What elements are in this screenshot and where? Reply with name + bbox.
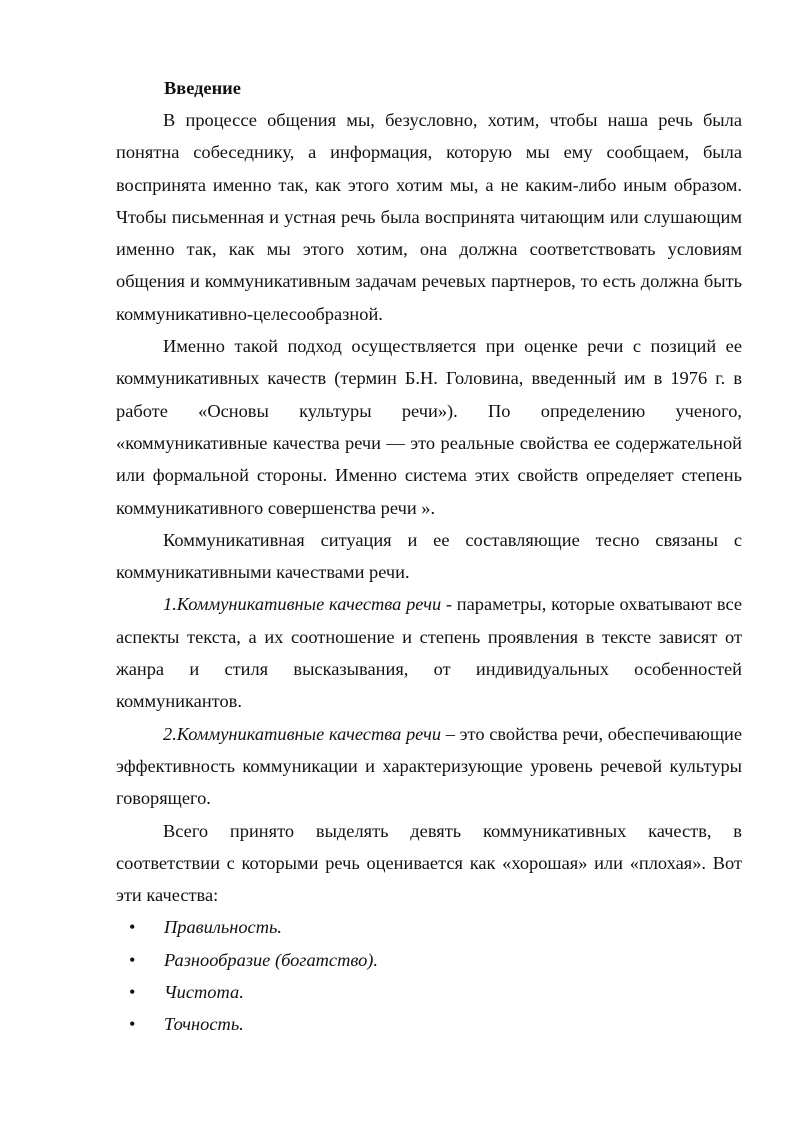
list-item-text: Точность.	[164, 1014, 244, 1035]
bullet-icon: •	[129, 1014, 136, 1035]
bullet-icon: •	[129, 917, 136, 938]
definition-term-1: 1.Коммуникативные качества речи	[163, 594, 442, 615]
list-item	[116, 1008, 742, 1040]
paragraph-definition-2	[116, 718, 742, 815]
list-item	[116, 976, 742, 1008]
list-item	[116, 911, 742, 943]
document-body	[116, 104, 742, 1041]
paragraph-qualities-intro: Всего принято выделять девять коммуникативных качеств, в соответствии с которыми речь оценивается как «хорошая» или «плохая». Вот эти качества:	[116, 820, 742, 906]
paragraph-definition-1	[116, 588, 742, 717]
definition-term-2: 2.Коммуникативные качества речи	[163, 723, 442, 744]
section-heading: Введение	[164, 78, 241, 98]
qualities-list	[116, 911, 742, 1040]
paragraph-approach: Именно такой подход осуществляется при оценке речи с позиций ее коммуникативных качеств (термин Б.Н. Головина, введенный им в 1976 г. в работе «Основы культуры речи»). По определению ученого, «коммуникативные качества речи — это реальные свойства ее содержательной или формальной стороны. Именно система этих свойств определяет степень коммуникативного совершенства речи ».	[116, 336, 742, 518]
bullet-icon: •	[129, 982, 136, 1003]
bullet-icon: •	[129, 949, 136, 970]
definition-text-2: – это свойства речи, обеспечивающие эффективность коммуникации и характеризующие уровень речевой культуры говорящего.	[116, 723, 742, 809]
list-item-text: Разнообразие (богатство).	[164, 949, 379, 970]
list-item-text: Чистота.	[164, 982, 244, 1003]
paragraph-intro: В процессе общения мы, безусловно, хотим, чтобы наша речь была понятна собеседнику, а информация, которую мы ему сообщаем, была воспринята именно так, как этого хотим мы, а не каким-либо иным образом. Чтобы письменная и устная речь была воспринята читающим или слушающим именно так, как мы этого хотим, она должна соответствовать условиям общения и коммуникативным задачам речевых партнеров, то есть должна быть коммуникативно-целесообразной.	[116, 110, 742, 324]
paragraph-situation: Коммуникативная ситуация и ее составляющие тесно связаны с коммуникативными качествами речи.	[116, 529, 742, 583]
list-item-text: Правильность.	[164, 917, 282, 938]
list-item	[116, 944, 742, 976]
definition-text-1: - параметры, которые охватывают все аспекты текста, а их соотношение и степень проявления в тексте зависят от жанра и стиля высказывания, от индивидуальных особенностей коммуникантов.	[116, 594, 742, 712]
